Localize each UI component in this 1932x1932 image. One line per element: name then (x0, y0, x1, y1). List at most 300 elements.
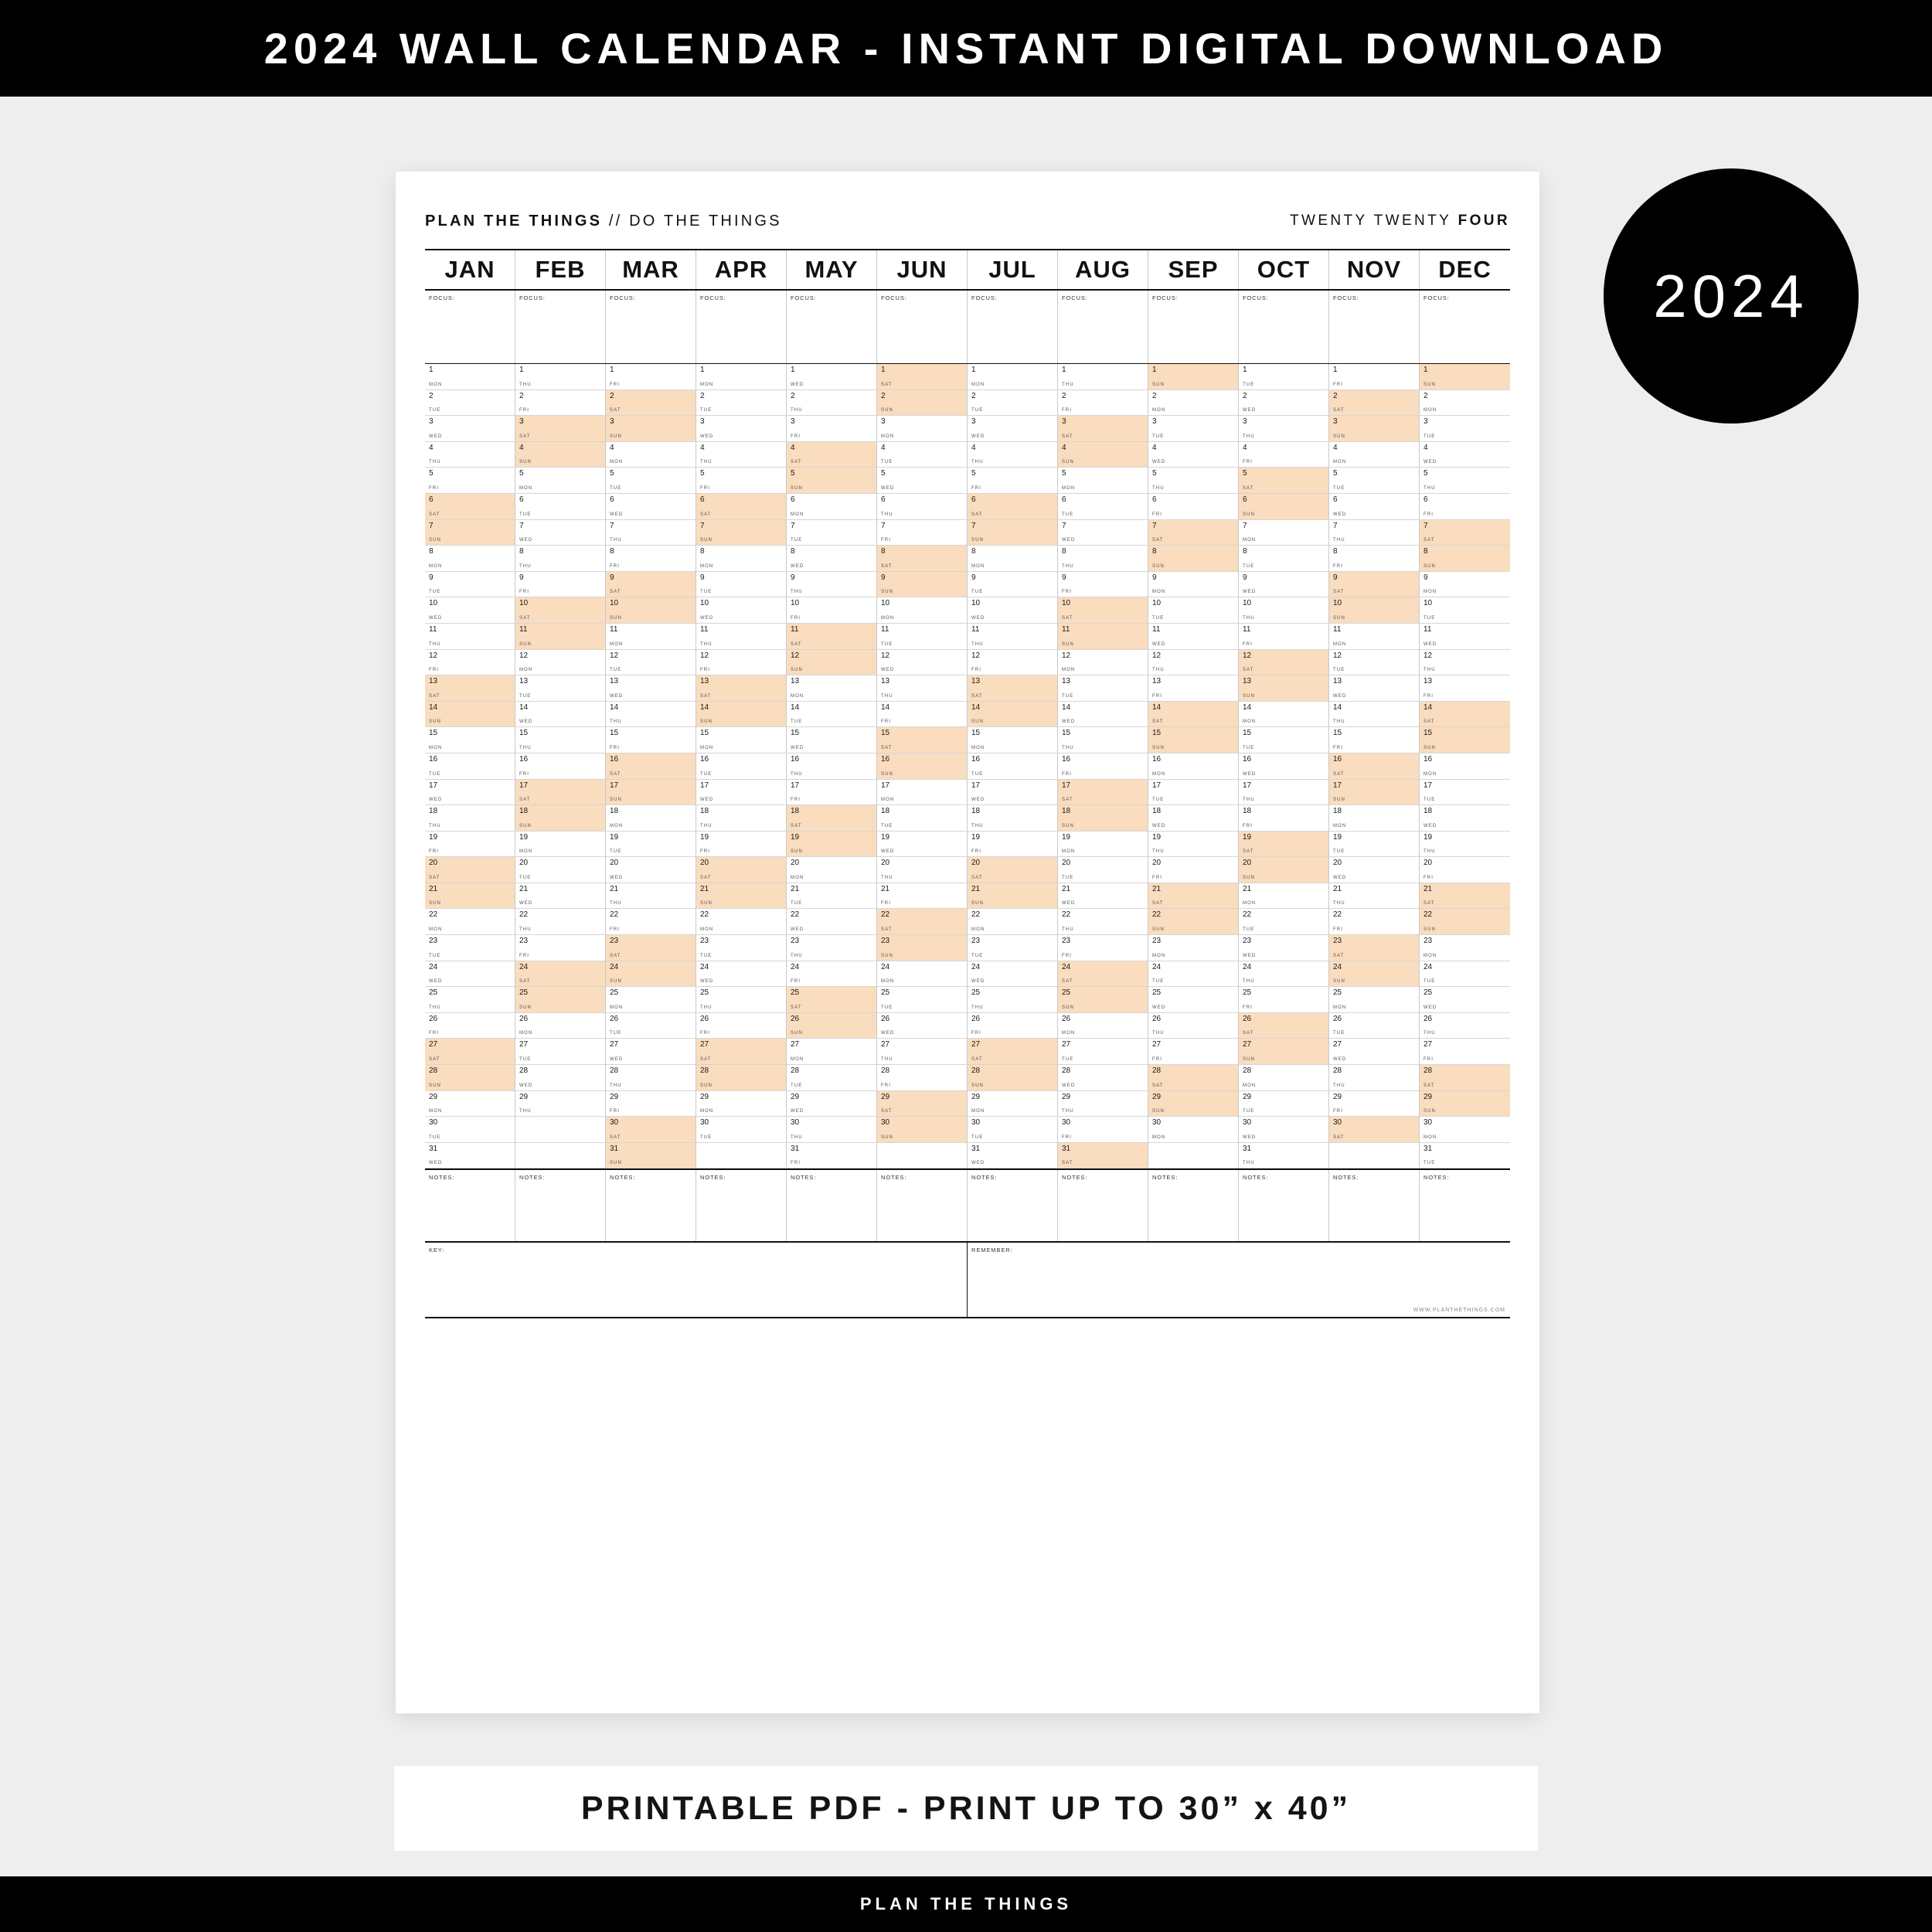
day-cell-jan-9[interactable] (425, 572, 515, 598)
day-cell-dec-15[interactable] (1420, 727, 1510, 753)
day-cell-may-18[interactable] (787, 805, 877, 832)
day-cell-dec-19[interactable] (1420, 832, 1510, 858)
day-cell-sep-12[interactable] (1148, 650, 1239, 676)
day-cell-jun-14[interactable] (877, 702, 968, 728)
day-cell-dec-12[interactable] (1420, 650, 1510, 676)
day-cell-jun-18[interactable] (877, 805, 968, 832)
day-cell-jul-6[interactable] (968, 494, 1058, 520)
day-cell-mar-24[interactable] (606, 961, 696, 988)
day-cell-sep-3[interactable] (1148, 416, 1239, 442)
day-cell-may-4[interactable] (787, 442, 877, 468)
day-cell-nov-20[interactable] (1329, 857, 1420, 883)
day-cell-mar-31[interactable] (606, 1143, 696, 1169)
day-cell-jun-21[interactable] (877, 883, 968, 910)
day-cell-sep-26[interactable] (1148, 1013, 1239, 1039)
day-cell-mar-28[interactable] (606, 1065, 696, 1091)
notes-cell-may[interactable]: NOTES: (787, 1170, 877, 1241)
day-cell-nov-9[interactable] (1329, 572, 1420, 598)
day-cell-jan-12[interactable] (425, 650, 515, 676)
day-cell-jan-24[interactable] (425, 961, 515, 988)
day-cell-aug-24[interactable] (1058, 961, 1148, 988)
day-cell-sep-8[interactable] (1148, 546, 1239, 572)
day-cell-sep-28[interactable] (1148, 1065, 1239, 1091)
day-cell-oct-18[interactable] (1239, 805, 1329, 832)
day-cell-mar-11[interactable] (606, 624, 696, 650)
day-cell-apr-28[interactable] (696, 1065, 787, 1091)
day-cell-feb-27[interactable] (515, 1039, 606, 1065)
day-cell-jan-4[interactable] (425, 442, 515, 468)
notes-cell-jan[interactable]: NOTES: (425, 1170, 515, 1241)
day-cell-mar-8[interactable] (606, 546, 696, 572)
day-cell-sep-22[interactable] (1148, 909, 1239, 935)
day-cell-sep-2[interactable] (1148, 390, 1239, 417)
day-cell-nov-5[interactable] (1329, 468, 1420, 494)
day-cell-sep-1[interactable] (1148, 364, 1239, 390)
day-cell-mar-16[interactable] (606, 753, 696, 780)
day-cell-dec-1[interactable] (1420, 364, 1510, 390)
day-cell-apr-10[interactable] (696, 597, 787, 624)
focus-cell-feb[interactable]: FOCUS: (515, 291, 606, 363)
day-cell-oct-14[interactable] (1239, 702, 1329, 728)
day-cell-apr-11[interactable] (696, 624, 787, 650)
day-cell-mar-29[interactable] (606, 1091, 696, 1117)
day-cell-sep-21[interactable] (1148, 883, 1239, 910)
day-cell-dec-3[interactable] (1420, 416, 1510, 442)
day-cell-may-14[interactable] (787, 702, 877, 728)
day-cell-aug-12[interactable] (1058, 650, 1148, 676)
day-cell-jan-6[interactable] (425, 494, 515, 520)
focus-cell-apr[interactable]: FOCUS: (696, 291, 787, 363)
day-cell-feb-1[interactable] (515, 364, 606, 390)
day-cell-nov-13[interactable] (1329, 675, 1420, 702)
day-cell-apr-5[interactable] (696, 468, 787, 494)
day-cell-sep-30[interactable] (1148, 1117, 1239, 1143)
day-cell-jan-16[interactable] (425, 753, 515, 780)
day-cell-nov-24[interactable] (1329, 961, 1420, 988)
key-box[interactable] (425, 1243, 968, 1317)
day-cell-jul-5[interactable] (968, 468, 1058, 494)
focus-cell-jul[interactable]: FOCUS: (968, 291, 1058, 363)
day-cell-oct-15[interactable] (1239, 727, 1329, 753)
day-cell-oct-9[interactable] (1239, 572, 1329, 598)
day-cell-jan-1[interactable] (425, 364, 515, 390)
day-cell-feb-26[interactable] (515, 1013, 606, 1039)
day-cell-apr-13[interactable] (696, 675, 787, 702)
day-cell-mar-23[interactable] (606, 935, 696, 961)
day-cell-aug-28[interactable] (1058, 1065, 1148, 1091)
day-cell-dec-8[interactable] (1420, 546, 1510, 572)
day-cell-aug-23[interactable] (1058, 935, 1148, 961)
day-cell-may-9[interactable] (787, 572, 877, 598)
day-cell-aug-7[interactable] (1058, 520, 1148, 546)
day-cell-jan-2[interactable] (425, 390, 515, 417)
day-cell-apr-21[interactable] (696, 883, 787, 910)
day-cell-mar-21[interactable] (606, 883, 696, 910)
day-cell-nov-14[interactable] (1329, 702, 1420, 728)
day-cell-sep-24[interactable] (1148, 961, 1239, 988)
day-cell-apr-19[interactable] (696, 832, 787, 858)
day-cell-sep-5[interactable] (1148, 468, 1239, 494)
day-cell-sep-10[interactable] (1148, 597, 1239, 624)
day-cell-dec-4[interactable] (1420, 442, 1510, 468)
day-cell-apr-8[interactable] (696, 546, 787, 572)
day-cell-dec-2[interactable] (1420, 390, 1510, 417)
day-cell-feb-4[interactable] (515, 442, 606, 468)
day-cell-sep-27[interactable] (1148, 1039, 1239, 1065)
day-cell-dec-11[interactable] (1420, 624, 1510, 650)
day-cell-jul-7[interactable] (968, 520, 1058, 546)
day-cell-dec-28[interactable] (1420, 1065, 1510, 1091)
day-cell-mar-6[interactable] (606, 494, 696, 520)
day-cell-dec-18[interactable] (1420, 805, 1510, 832)
day-cell-jun-2[interactable] (877, 390, 968, 417)
day-cell-jun-6[interactable] (877, 494, 968, 520)
day-cell-jan-18[interactable] (425, 805, 515, 832)
remember-box[interactable] (968, 1243, 1510, 1317)
day-cell-nov-3[interactable] (1329, 416, 1420, 442)
day-cell-nov-1[interactable] (1329, 364, 1420, 390)
day-cell-oct-23[interactable] (1239, 935, 1329, 961)
day-cell-nov-12[interactable] (1329, 650, 1420, 676)
day-cell-apr-29[interactable] (696, 1091, 787, 1117)
day-cell-dec-24[interactable] (1420, 961, 1510, 988)
day-cell-jan-25[interactable] (425, 987, 515, 1013)
day-cell-aug-14[interactable] (1058, 702, 1148, 728)
day-cell-aug-3[interactable] (1058, 416, 1148, 442)
day-cell-apr-17[interactable] (696, 780, 787, 806)
day-cell-may-21[interactable] (787, 883, 877, 910)
day-cell-may-27[interactable] (787, 1039, 877, 1065)
day-cell-jan-31[interactable] (425, 1143, 515, 1169)
day-cell-jul-11[interactable] (968, 624, 1058, 650)
day-cell-jul-3[interactable] (968, 416, 1058, 442)
day-cell-dec-23[interactable] (1420, 935, 1510, 961)
day-cell-mar-18[interactable] (606, 805, 696, 832)
day-cell-jun-16[interactable] (877, 753, 968, 780)
day-cell-may-22[interactable] (787, 909, 877, 935)
day-cell-nov-26[interactable] (1329, 1013, 1420, 1039)
day-cell-nov-25[interactable] (1329, 987, 1420, 1013)
notes-cell-mar[interactable]: NOTES: (606, 1170, 696, 1241)
day-cell-nov-15[interactable] (1329, 727, 1420, 753)
day-cell-jan-21[interactable] (425, 883, 515, 910)
day-cell-nov-10[interactable] (1329, 597, 1420, 624)
day-cell-jun-26[interactable] (877, 1013, 968, 1039)
day-cell-may-23[interactable] (787, 935, 877, 961)
day-cell-jul-28[interactable] (968, 1065, 1058, 1091)
day-cell-nov-2[interactable] (1329, 390, 1420, 417)
day-cell-sep-19[interactable] (1148, 832, 1239, 858)
day-cell-jul-10[interactable] (968, 597, 1058, 624)
day-cell-feb-9[interactable] (515, 572, 606, 598)
day-cell-may-28[interactable] (787, 1065, 877, 1091)
day-cell-jul-26[interactable] (968, 1013, 1058, 1039)
day-cell-feb-12[interactable] (515, 650, 606, 676)
day-cell-feb-29[interactable] (515, 1091, 606, 1117)
day-cell-jul-14[interactable] (968, 702, 1058, 728)
day-cell-oct-30[interactable] (1239, 1117, 1329, 1143)
day-cell-aug-26[interactable] (1058, 1013, 1148, 1039)
day-cell-feb-17[interactable] (515, 780, 606, 806)
day-cell-oct-21[interactable] (1239, 883, 1329, 910)
focus-cell-jan[interactable]: FOCUS: (425, 291, 515, 363)
notes-cell-oct[interactable]: NOTES: (1239, 1170, 1329, 1241)
day-cell-sep-7[interactable] (1148, 520, 1239, 546)
day-cell-may-15[interactable] (787, 727, 877, 753)
day-cell-jul-9[interactable] (968, 572, 1058, 598)
day-cell-may-6[interactable] (787, 494, 877, 520)
day-cell-nov-27[interactable] (1329, 1039, 1420, 1065)
day-cell-jun-10[interactable] (877, 597, 968, 624)
day-cell-jul-4[interactable] (968, 442, 1058, 468)
day-cell-jul-31[interactable] (968, 1143, 1058, 1169)
day-cell-jan-8[interactable] (425, 546, 515, 572)
day-cell-may-16[interactable] (787, 753, 877, 780)
day-cell-feb-5[interactable] (515, 468, 606, 494)
day-cell-jul-22[interactable] (968, 909, 1058, 935)
day-cell-apr-2[interactable] (696, 390, 787, 417)
day-cell-feb-14[interactable] (515, 702, 606, 728)
day-cell-dec-27[interactable] (1420, 1039, 1510, 1065)
day-cell-sep-14[interactable] (1148, 702, 1239, 728)
day-cell-apr-26[interactable] (696, 1013, 787, 1039)
day-cell-jul-24[interactable] (968, 961, 1058, 988)
day-cell-aug-27[interactable] (1058, 1039, 1148, 1065)
day-cell-may-2[interactable] (787, 390, 877, 417)
day-cell-jun-28[interactable] (877, 1065, 968, 1091)
day-cell-oct-7[interactable] (1239, 520, 1329, 546)
day-cell-oct-29[interactable] (1239, 1091, 1329, 1117)
day-cell-aug-8[interactable] (1058, 546, 1148, 572)
day-cell-dec-17[interactable] (1420, 780, 1510, 806)
day-cell-feb-19[interactable] (515, 832, 606, 858)
day-cell-feb-28[interactable] (515, 1065, 606, 1091)
focus-cell-aug[interactable]: FOCUS: (1058, 291, 1148, 363)
day-cell-dec-6[interactable] (1420, 494, 1510, 520)
day-cell-aug-30[interactable] (1058, 1117, 1148, 1143)
day-cell-mar-30[interactable] (606, 1117, 696, 1143)
day-cell-apr-7[interactable] (696, 520, 787, 546)
day-cell-aug-5[interactable] (1058, 468, 1148, 494)
day-cell-jun-15[interactable] (877, 727, 968, 753)
day-cell-jun-11[interactable] (877, 624, 968, 650)
day-cell-dec-9[interactable] (1420, 572, 1510, 598)
day-cell-nov-21[interactable] (1329, 883, 1420, 910)
day-cell-jul-1[interactable] (968, 364, 1058, 390)
day-cell-oct-20[interactable] (1239, 857, 1329, 883)
day-cell-nov-19[interactable] (1329, 832, 1420, 858)
day-cell-nov-29[interactable] (1329, 1091, 1420, 1117)
day-cell-feb-7[interactable] (515, 520, 606, 546)
day-cell-jun-30[interactable] (877, 1117, 968, 1143)
day-cell-may-29[interactable] (787, 1091, 877, 1117)
day-cell-may-8[interactable] (787, 546, 877, 572)
day-cell-mar-3[interactable] (606, 416, 696, 442)
day-cell-jul-25[interactable] (968, 987, 1058, 1013)
day-cell-oct-31[interactable] (1239, 1143, 1329, 1169)
day-cell-jun-20[interactable] (877, 857, 968, 883)
day-cell-jul-13[interactable] (968, 675, 1058, 702)
day-cell-jul-18[interactable] (968, 805, 1058, 832)
day-cell-feb-13[interactable] (515, 675, 606, 702)
day-cell-aug-31[interactable] (1058, 1143, 1148, 1169)
day-cell-aug-1[interactable] (1058, 364, 1148, 390)
day-cell-dec-31[interactable] (1420, 1143, 1510, 1169)
day-cell-oct-24[interactable] (1239, 961, 1329, 988)
day-cell-mar-13[interactable] (606, 675, 696, 702)
day-cell-jun-27[interactable] (877, 1039, 968, 1065)
day-cell-feb-18[interactable] (515, 805, 606, 832)
day-cell-jan-22[interactable] (425, 909, 515, 935)
day-cell-nov-4[interactable] (1329, 442, 1420, 468)
day-cell-feb-2[interactable] (515, 390, 606, 417)
day-cell-oct-13[interactable] (1239, 675, 1329, 702)
day-cell-oct-26[interactable] (1239, 1013, 1329, 1039)
focus-cell-nov[interactable]: FOCUS: (1329, 291, 1420, 363)
day-cell-aug-22[interactable] (1058, 909, 1148, 935)
day-cell-oct-6[interactable] (1239, 494, 1329, 520)
day-cell-sep-13[interactable] (1148, 675, 1239, 702)
day-cell-oct-4[interactable] (1239, 442, 1329, 468)
day-cell-mar-1[interactable] (606, 364, 696, 390)
day-cell-may-31[interactable] (787, 1143, 877, 1169)
day-cell-sep-18[interactable] (1148, 805, 1239, 832)
day-cell-dec-22[interactable] (1420, 909, 1510, 935)
day-cell-jan-20[interactable] (425, 857, 515, 883)
day-cell-jun-1[interactable] (877, 364, 968, 390)
day-cell-jan-29[interactable] (425, 1091, 515, 1117)
day-cell-may-12[interactable] (787, 650, 877, 676)
day-cell-apr-24[interactable] (696, 961, 787, 988)
day-cell-may-24[interactable] (787, 961, 877, 988)
day-cell-oct-12[interactable] (1239, 650, 1329, 676)
day-cell-mar-15[interactable] (606, 727, 696, 753)
day-cell-may-13[interactable] (787, 675, 877, 702)
day-cell-nov-6[interactable] (1329, 494, 1420, 520)
day-cell-oct-16[interactable] (1239, 753, 1329, 780)
focus-cell-jun[interactable]: FOCUS: (877, 291, 968, 363)
day-cell-dec-16[interactable] (1420, 753, 1510, 780)
day-cell-may-7[interactable] (787, 520, 877, 546)
day-cell-aug-25[interactable] (1058, 987, 1148, 1013)
day-cell-may-10[interactable] (787, 597, 877, 624)
day-cell-jul-27[interactable] (968, 1039, 1058, 1065)
day-cell-feb-10[interactable] (515, 597, 606, 624)
day-cell-oct-25[interactable] (1239, 987, 1329, 1013)
day-cell-mar-26[interactable] (606, 1013, 696, 1039)
day-cell-mar-19[interactable] (606, 832, 696, 858)
day-cell-jan-19[interactable] (425, 832, 515, 858)
day-cell-may-30[interactable] (787, 1117, 877, 1143)
day-cell-jan-28[interactable] (425, 1065, 515, 1091)
day-cell-feb-21[interactable] (515, 883, 606, 910)
day-cell-aug-10[interactable] (1058, 597, 1148, 624)
day-cell-jan-13[interactable] (425, 675, 515, 702)
day-cell-sep-15[interactable] (1148, 727, 1239, 753)
day-cell-nov-23[interactable] (1329, 935, 1420, 961)
day-cell-jun-22[interactable] (877, 909, 968, 935)
day-cell-oct-3[interactable] (1239, 416, 1329, 442)
day-cell-dec-25[interactable] (1420, 987, 1510, 1013)
day-cell-feb-16[interactable] (515, 753, 606, 780)
day-cell-may-25[interactable] (787, 987, 877, 1013)
day-cell-mar-10[interactable] (606, 597, 696, 624)
day-cell-oct-22[interactable] (1239, 909, 1329, 935)
day-cell-oct-27[interactable] (1239, 1039, 1329, 1065)
notes-cell-nov[interactable]: NOTES: (1329, 1170, 1420, 1241)
day-cell-nov-16[interactable] (1329, 753, 1420, 780)
day-cell-oct-5[interactable] (1239, 468, 1329, 494)
day-cell-aug-29[interactable] (1058, 1091, 1148, 1117)
day-cell-sep-25[interactable] (1148, 987, 1239, 1013)
day-cell-aug-9[interactable] (1058, 572, 1148, 598)
day-cell-jul-23[interactable] (968, 935, 1058, 961)
day-cell-apr-9[interactable] (696, 572, 787, 598)
day-cell-sep-29[interactable] (1148, 1091, 1239, 1117)
focus-cell-dec[interactable]: FOCUS: (1423, 294, 1450, 301)
day-cell-feb-15[interactable] (515, 727, 606, 753)
day-cell-jan-30[interactable] (425, 1117, 515, 1143)
day-cell-apr-30[interactable] (696, 1117, 787, 1143)
notes-cell-feb[interactable]: NOTES: (515, 1170, 606, 1241)
day-cell-sep-20[interactable] (1148, 857, 1239, 883)
day-cell-jun-25[interactable] (877, 987, 968, 1013)
day-cell-nov-30[interactable] (1329, 1117, 1420, 1143)
day-cell-mar-14[interactable] (606, 702, 696, 728)
day-cell-mar-20[interactable] (606, 857, 696, 883)
day-cell-may-5[interactable] (787, 468, 877, 494)
day-cell-jul-21[interactable] (968, 883, 1058, 910)
day-cell-dec-5[interactable] (1420, 468, 1510, 494)
day-cell-jul-30[interactable] (968, 1117, 1058, 1143)
day-cell-dec-14[interactable] (1420, 702, 1510, 728)
day-cell-aug-6[interactable] (1058, 494, 1148, 520)
day-cell-nov-18[interactable] (1329, 805, 1420, 832)
day-cell-jan-15[interactable] (425, 727, 515, 753)
day-cell-aug-19[interactable] (1058, 832, 1148, 858)
day-cell-mar-17[interactable] (606, 780, 696, 806)
day-cell-apr-20[interactable] (696, 857, 787, 883)
day-cell-jun-19[interactable] (877, 832, 968, 858)
notes-cell-aug[interactable]: NOTES: (1058, 1170, 1148, 1241)
day-cell-jul-20[interactable] (968, 857, 1058, 883)
day-cell-sep-16[interactable] (1148, 753, 1239, 780)
day-cell-feb-22[interactable] (515, 909, 606, 935)
day-cell-apr-18[interactable] (696, 805, 787, 832)
day-cell-oct-17[interactable] (1239, 780, 1329, 806)
day-cell-aug-11[interactable] (1058, 624, 1148, 650)
day-cell-oct-28[interactable] (1239, 1065, 1329, 1091)
day-cell-aug-2[interactable] (1058, 390, 1148, 417)
day-cell-jun-17[interactable] (877, 780, 968, 806)
day-cell-jun-4[interactable] (877, 442, 968, 468)
day-cell-may-26[interactable] (787, 1013, 877, 1039)
day-cell-feb-3[interactable] (515, 416, 606, 442)
focus-cell-mar[interactable]: FOCUS: (606, 291, 696, 363)
day-cell-mar-22[interactable] (606, 909, 696, 935)
day-cell-apr-22[interactable] (696, 909, 787, 935)
day-cell-feb-11[interactable] (515, 624, 606, 650)
day-cell-oct-11[interactable] (1239, 624, 1329, 650)
day-cell-sep-11[interactable] (1148, 624, 1239, 650)
day-cell-jun-7[interactable] (877, 520, 968, 546)
day-cell-feb-24[interactable] (515, 961, 606, 988)
day-cell-nov-8[interactable] (1329, 546, 1420, 572)
day-cell-apr-6[interactable] (696, 494, 787, 520)
day-cell-oct-10[interactable] (1239, 597, 1329, 624)
day-cell-dec-30[interactable] (1420, 1117, 1510, 1143)
day-cell-jun-8[interactable] (877, 546, 968, 572)
